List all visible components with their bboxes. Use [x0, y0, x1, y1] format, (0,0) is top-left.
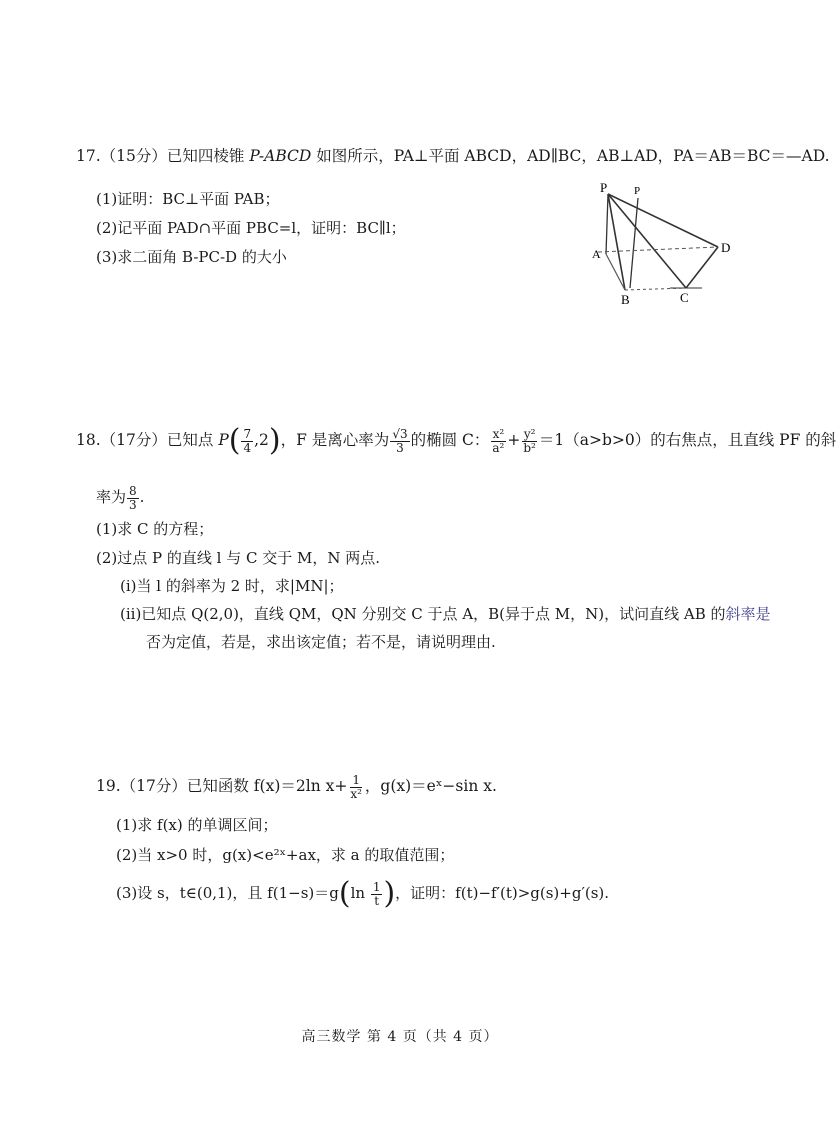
q18-y-num: y² — [523, 426, 536, 441]
q18-p-x-den: 4 — [243, 440, 252, 455]
q18-k-den: 3 — [129, 497, 137, 512]
q19-t-den: t — [374, 893, 380, 908]
q18-x-den: a² — [492, 440, 505, 455]
q19-t-num: 1 — [372, 879, 381, 894]
edge-cd — [686, 247, 718, 288]
edge-aux — [630, 198, 638, 288]
q17-heading-b: P-ABCD — [249, 147, 312, 165]
q18-k-num: 8 — [129, 483, 137, 498]
q18-heading — [76, 423, 836, 458]
edge-pd — [608, 194, 718, 247]
edge-ad — [598, 247, 718, 252]
q19-part-3 — [116, 876, 610, 911]
q17-heading — [76, 145, 830, 167]
q17-heading-c: 如图所示，PA⊥平面 ABCD，AD∥BC，AB⊥AD，PA＝AB＝BC＝—AD. — [311, 147, 830, 165]
right-paren: ) — [268, 423, 281, 458]
q19-f-fraction — [348, 774, 364, 801]
q18-y-term — [521, 428, 538, 455]
left-paren: ( — [338, 876, 351, 911]
q18-part-1: (1)求 C 的方程； — [96, 520, 214, 538]
q18-x-num: x² — [492, 426, 505, 441]
q17-part-1: (1)证明：BC⊥平面 PAB； — [96, 190, 280, 208]
label-p: P — [600, 180, 608, 195]
edge-pb — [608, 194, 625, 290]
q18-part-2ii-cont: 否为定值，若是，求出该定值；若不是，请说明理由. — [146, 633, 496, 651]
q19-f-num: 1 — [352, 772, 360, 787]
q17-heading-a: 17.（15分）已知四棱锥 — [76, 147, 250, 165]
label-b: B — [621, 292, 630, 307]
q18-part-2ii-b: 斜率是 — [725, 605, 771, 623]
q18-p-y: ,2 — [254, 431, 269, 449]
q17-pyramid-figure — [590, 180, 740, 315]
q19-ln: ln — [350, 884, 366, 902]
page-footer: 高三数学 第 4 页（共 4 页） — [301, 1029, 499, 1045]
q18-heading-b: ，F 是离心率为 — [280, 431, 390, 449]
q18-e-num: √3 — [392, 426, 408, 441]
label-p-aux: P — [634, 185, 641, 197]
q18-x-term — [490, 428, 506, 455]
q18-part-2ii-a: (ii)已知点 Q(2,0)，直线 QM，QN 分别交 C 于点 A，B(异于点 M，N)，试问直线 AB 的 — [120, 605, 726, 623]
label-c: C — [680, 290, 689, 305]
q19-heading-a: 19.（17分）已知函数 f(x)＝2ln x+ — [96, 777, 348, 795]
q18-point-p: P — [218, 431, 229, 449]
q17-part-3: (3)求二面角 B-PC-D 的大小 — [96, 248, 287, 266]
q18-plus: + — [507, 431, 521, 449]
q18-line2-b: . — [139, 488, 145, 506]
q19-part-3-a: (3)设 s，t∈(0,1)，且 f(1−s)＝g — [116, 884, 339, 902]
q18-slope-fraction — [127, 485, 139, 512]
q18-y-den: b² — [523, 440, 536, 455]
q19-f-den: x² — [350, 786, 362, 801]
q18-p-x-fraction — [241, 428, 253, 455]
q18-line2-a: 率为 — [96, 488, 127, 506]
q18-part-2: (2)过点 P 的直线 l 与 C 交于 M，N 两点. — [96, 549, 381, 567]
q19-part-2: (2)当 x>0 时，g(x)<e²ˣ+ax，求 a 的取值范围； — [116, 846, 455, 864]
q18-slope-line — [96, 482, 144, 512]
label-a: A — [592, 247, 601, 261]
right-paren: ) — [383, 876, 396, 911]
q18-part-2ii — [120, 603, 771, 625]
edge-pa — [606, 194, 608, 254]
left-paren: ( — [228, 423, 241, 458]
q18-heading-c: 的椭圆 C： — [410, 431, 490, 449]
edge-pc — [608, 194, 686, 288]
label-d: D — [721, 240, 731, 255]
q19-part-1: (1)求 f(x) 的单调区间； — [116, 816, 278, 834]
q17-part-2: (2)记平面 PAD∩平面 PBC=l，证明：BC∥l； — [96, 219, 406, 237]
q19-t-fraction — [371, 881, 383, 908]
q18-e-den: 3 — [396, 440, 404, 455]
q19-heading-b: ，g(x)＝eˣ−sin x. — [364, 777, 497, 795]
q18-p-x-num: 7 — [243, 426, 252, 441]
q18-part-2i: (i)当 l 的斜率为 2 时，求|MN|； — [120, 577, 344, 595]
q18-eccentricity — [390, 428, 409, 455]
q19-heading — [96, 771, 497, 801]
q18-heading-d: ＝1（a>b>0）的右焦点，且直线 PF 的斜 — [538, 431, 836, 449]
q19-part-3-b: ，证明：f(t)−f′(t)>g(s)+g′(s). — [395, 884, 610, 902]
q18-heading-a: 18.（17分）已知点 — [76, 431, 219, 449]
